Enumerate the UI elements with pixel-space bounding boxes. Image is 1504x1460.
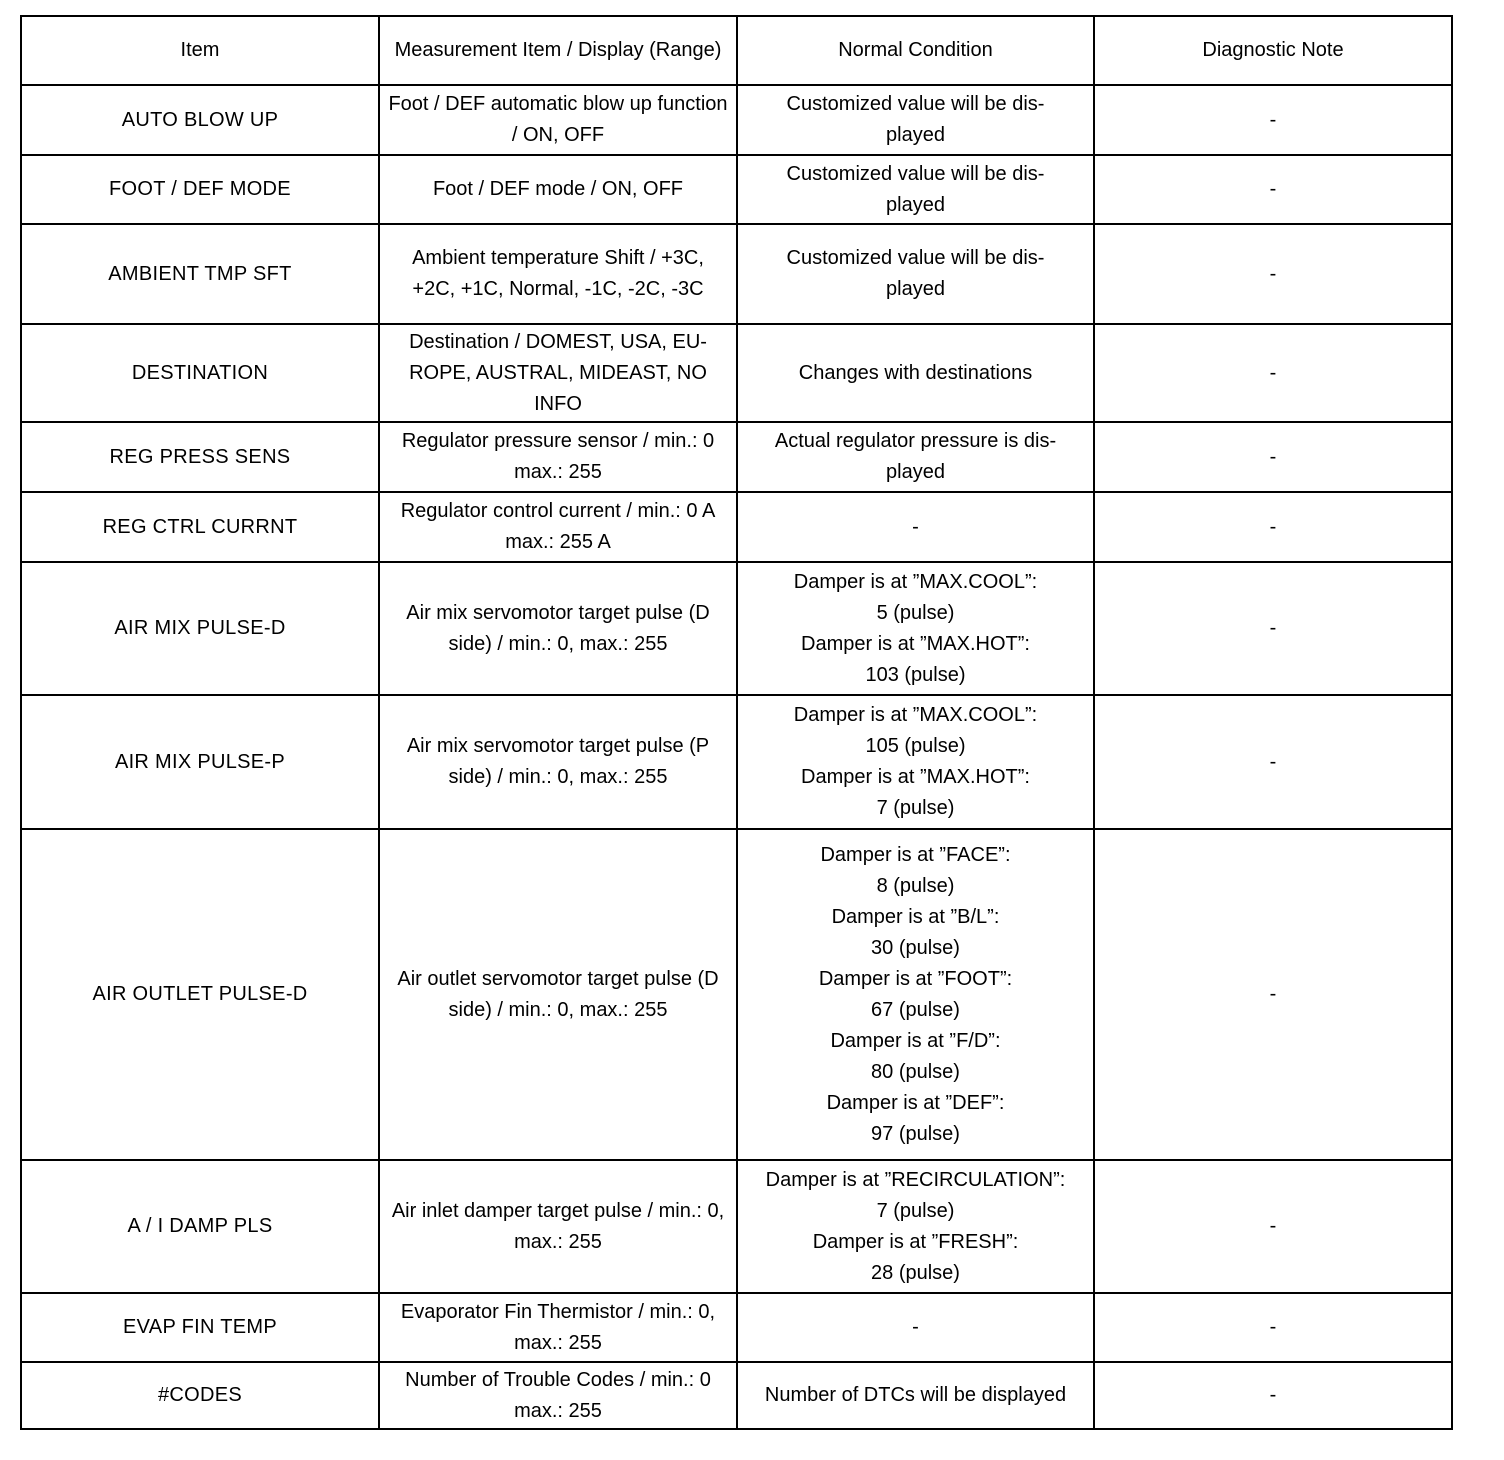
normal-condition-cell: Damper is at ”MAX.COOL”: 5 (pulse) Damper is at ”MAX.HOT”: 103 (pulse) xyxy=(737,562,1094,695)
measurement-cell: Ambient temperature Shift / +3C, +2C, +1C, Normal, -1C, -2C, -3C xyxy=(379,224,737,324)
normal-condition-cell: Customized value will be dis- played xyxy=(737,85,1094,155)
item-cell: AUTO BLOW UP xyxy=(21,85,379,155)
item-cell: A / I DAMP PLS xyxy=(21,1160,379,1293)
diagnostic-note-cell: - xyxy=(1094,1160,1452,1293)
diagnostic-note-cell: - xyxy=(1094,85,1452,155)
table-row xyxy=(21,1160,1452,1293)
header-row xyxy=(21,16,1452,85)
diagnostic-note-cell: - xyxy=(1094,1362,1452,1429)
table-row xyxy=(21,829,1452,1160)
header-normal-condition: Normal Condition xyxy=(737,16,1094,85)
header-diagnostic-note: Diagnostic Note xyxy=(1094,16,1452,85)
table-row xyxy=(21,562,1452,695)
measurement-cell: Air mix servomotor target pulse (D side) / min.: 0, max.: 255 xyxy=(379,562,737,695)
normal-condition-cell: Changes with destinations xyxy=(737,324,1094,422)
table-row xyxy=(21,1362,1452,1429)
normal-condition-cell: - xyxy=(737,1293,1094,1362)
diagnostic-note-cell: - xyxy=(1094,224,1452,324)
item-cell: REG CTRL CURRNT xyxy=(21,492,379,562)
table-row xyxy=(21,1293,1452,1362)
measurement-cell: Air inlet damper target pulse / min.: 0, max.: 255 xyxy=(379,1160,737,1293)
table-row xyxy=(21,695,1452,829)
normal-condition-cell: Damper is at ”MAX.COOL”: 105 (pulse) Damper is at ”MAX.HOT”: 7 (pulse) xyxy=(737,695,1094,829)
diagnostic-note-cell: - xyxy=(1094,155,1452,224)
item-cell: AIR MIX PULSE-P xyxy=(21,695,379,829)
item-cell: AIR OUTLET PULSE-D xyxy=(21,829,379,1160)
item-cell: #CODES xyxy=(21,1362,379,1429)
item-cell: AIR MIX PULSE-D xyxy=(21,562,379,695)
header-measurement: Measurement Item / Display (Range) xyxy=(379,16,737,85)
table-row xyxy=(21,224,1452,324)
measurement-cell: Number of Trouble Codes / min.: 0 max.: 255 xyxy=(379,1362,737,1429)
item-cell: REG PRESS SENS xyxy=(21,422,379,492)
measurement-cell: Air outlet servomotor target pulse (D side) / min.: 0, max.: 255 xyxy=(379,829,737,1160)
table-row xyxy=(21,324,1452,422)
diagnostic-note-cell: - xyxy=(1094,324,1452,422)
table-row xyxy=(21,85,1452,155)
normal-condition-cell: Damper is at ”RECIRCULATION”: 7 (pulse) Damper is at ”FRESH”: 28 (pulse) xyxy=(737,1160,1094,1293)
measurement-cell: Foot / DEF automatic blow up function / ON, OFF xyxy=(379,85,737,155)
normal-condition-cell: Customized value will be dis- played xyxy=(737,155,1094,224)
diagnostic-note-cell: - xyxy=(1094,562,1452,695)
item-cell: EVAP FIN TEMP xyxy=(21,1293,379,1362)
measurement-cell: Foot / DEF mode / ON, OFF xyxy=(379,155,737,224)
normal-condition-cell: Damper is at ”FACE”: 8 (pulse) Damper is at ”B/L”: 30 (pulse) Damper is at ”FOOT”: 67 (pulse) Damper is at ”F/D”: 80 (pulse) Damper is at ”DEF”: 97 (pulse) xyxy=(737,829,1094,1160)
measurement-cell: Evaporator Fin Thermistor / min.: 0, max.: 255 xyxy=(379,1293,737,1362)
item-cell: AMBIENT TMP SFT xyxy=(21,224,379,324)
measurement-cell: Regulator pressure sensor / min.: 0 max.: 255 xyxy=(379,422,737,492)
normal-condition-cell: Number of DTCs will be displayed xyxy=(737,1362,1094,1429)
normal-condition-cell: - xyxy=(737,492,1094,562)
diagnostic-note-cell: - xyxy=(1094,829,1452,1160)
table-row xyxy=(21,492,1452,562)
table-row xyxy=(21,422,1452,492)
diagnostic-table xyxy=(20,15,1453,1430)
table-row xyxy=(21,155,1452,224)
normal-condition-cell: Actual regulator pressure is dis- played xyxy=(737,422,1094,492)
measurement-cell: Regulator control current / min.: 0 A max.: 255 A xyxy=(379,492,737,562)
diagnostic-note-cell: - xyxy=(1094,492,1452,562)
item-cell: DESTINATION xyxy=(21,324,379,422)
diagnostic-note-cell: - xyxy=(1094,422,1452,492)
normal-condition-cell: Customized value will be dis- played xyxy=(737,224,1094,324)
item-cell: FOOT / DEF MODE xyxy=(21,155,379,224)
diagnostic-note-cell: - xyxy=(1094,695,1452,829)
measurement-cell: Destination / DOMEST, USA, EU-ROPE, AUSTRAL, MIDEAST, NO INFO xyxy=(379,324,737,422)
measurement-cell: Air mix servomotor target pulse (P side) / min.: 0, max.: 255 xyxy=(379,695,737,829)
header-item: Item xyxy=(21,16,379,85)
diagnostic-note-cell: - xyxy=(1094,1293,1452,1362)
